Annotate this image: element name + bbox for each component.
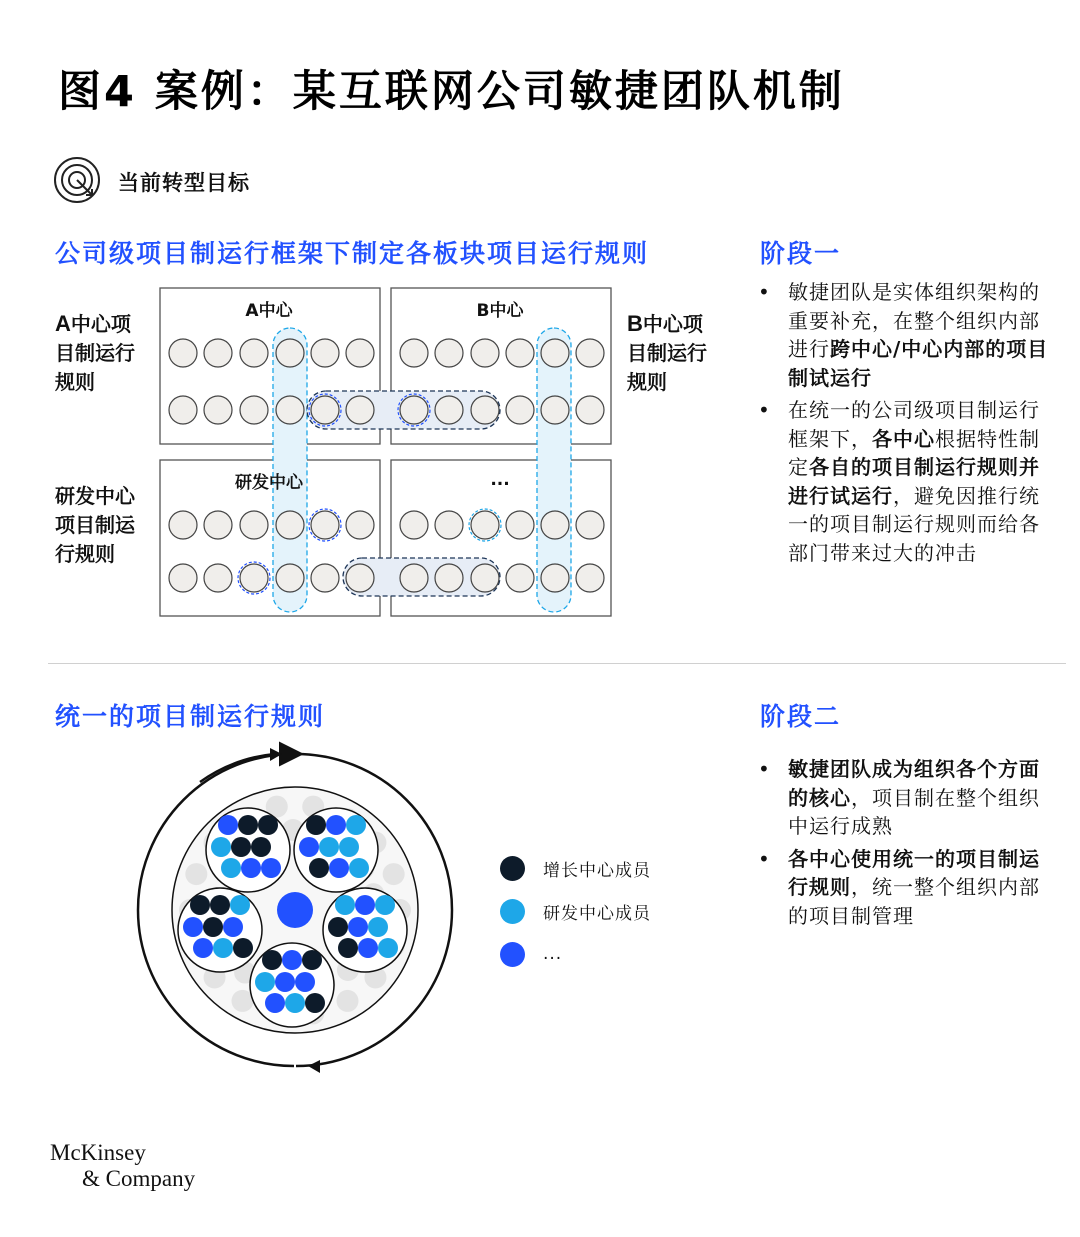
member-circle [400,564,428,592]
team-member-dot [346,815,366,835]
section1-title: 公司级项目制运行框架下制定各板块项目运行规则 [55,239,650,268]
team-member-dot [233,938,253,958]
stage2-bullet-list [758,755,1058,934]
legend [500,854,651,983]
team-member-dot [203,917,223,937]
team-member-dot [295,972,315,992]
legend-label: 研发中心成员 [543,903,651,924]
member-circle [240,339,268,367]
box-label-a-center: A中心 [245,301,293,321]
member-circle [311,396,339,424]
member-circle [346,511,374,539]
stage2-bullet-text: 各中心使用统一的项目制运行规则 [788,846,1040,899]
team-member-dot [285,993,305,1013]
team-member-dot [238,815,258,835]
member-circle [204,396,232,424]
box-label-b-center: B中心 [476,301,524,321]
team-member-dot [231,837,251,857]
legend-item [500,854,651,882]
team-member-dot [255,972,275,992]
team-member-dot [378,938,398,958]
member-circle [576,564,604,592]
stage2-bullet-text: ，统一整个组织内部的项目制管理 [788,875,1040,928]
section2-title: 统一的项目制运行规则 [55,702,326,731]
legend-label: ... [543,944,563,964]
team-member-dot [190,895,210,915]
team-member-dot [241,858,261,878]
member-circle [311,511,339,539]
team-member-dot [282,950,302,970]
team-member-dot [213,938,233,958]
team-member-dot [355,895,375,915]
member-circle [435,339,463,367]
member-circle [204,339,232,367]
label-a-center-rules [55,309,135,397]
legend-dot [500,942,525,967]
member-circle [400,396,428,424]
team-member-dot [339,837,359,857]
member-circle [506,564,534,592]
member-circle [204,564,232,592]
member-circle [506,339,534,367]
team-member-dot [326,815,346,835]
stage2-title: 阶段二 [760,702,842,731]
label-b-center-rules [627,309,707,397]
team-member-dot [261,858,281,878]
stage1-bullet-text: ，避免因推行统一的项目制运行规则而给各部门带来过大的冲击 [788,483,1040,565]
legend-item [500,940,651,968]
page-title: 图4 案例：某互联网公司敏捷团队机制 [58,67,845,117]
cycle-arrowhead [308,1060,320,1073]
member-circle [169,339,197,367]
member-circle [576,511,604,539]
team-member-dot [335,895,355,915]
label-rd-center-rules [55,482,135,569]
member-circle [276,564,304,592]
member-circle [435,511,463,539]
member-circle [541,339,569,367]
member-circle [576,339,604,367]
stage1-bullet-text: 各自的项目制运行规则并进行试运行 [788,455,1040,508]
team-member-dot [338,938,358,958]
team-member-dot [309,858,329,878]
goal-label: 当前转型目标 [118,171,250,195]
box-label-other: ... [490,470,510,490]
background-member [383,863,405,885]
team-member-dot [328,917,348,937]
team-member-dot [375,895,395,915]
member-circle [471,396,499,424]
member-circle [240,511,268,539]
team-member-dot [305,993,325,1013]
member-circle [400,339,428,367]
stage1-bullet-text: 各中心 [872,426,935,451]
team-member-dot [210,895,230,915]
mckinsey-logo [50,1140,195,1192]
stage1-bullet-text: 根据特性制定 [788,426,1040,479]
team-member-dot [329,858,349,878]
stage2-bullet [758,845,1058,931]
background-member [337,990,359,1012]
member-circle [169,396,197,424]
stage1-bullet [758,278,1058,392]
box-label-rd-center: 研发中心 [235,473,303,493]
section-divider [48,663,1066,664]
member-circle [435,396,463,424]
team-member-dot [183,917,203,937]
team-member-dot [348,917,368,937]
team-member-dot [302,950,322,970]
stage1-bullet-text: 跨中心/中心内部的项目制试运行 [788,337,1049,390]
background-member [185,863,207,885]
stage1-title: 阶段一 [760,239,842,268]
member-circle [471,564,499,592]
member-circle [541,396,569,424]
stage1-bullet-text: 敏捷团队是实体组织架构的重要补充，在整个组织内部进行 [788,280,1040,361]
member-circle [240,396,268,424]
unified-cycle-diagram [120,740,470,1085]
member-circle [541,511,569,539]
stage2-bullet-text: 敏捷团队成为组织各个方面的核心 [788,757,1040,810]
team-member-dot [258,815,278,835]
team-member-dot [211,837,231,857]
team-member-dot [193,938,213,958]
legend-label: 增长中心成员 [543,860,651,881]
cycle-arrowhead [270,748,282,761]
member-circle [346,396,374,424]
member-circle [311,564,339,592]
team-grid-diagram [150,280,620,625]
team-member-dot [230,895,250,915]
legend-dot [500,899,525,924]
member-circle [204,511,232,539]
legend-item [500,897,651,925]
team-member-dot [223,917,243,937]
member-circle [311,339,339,367]
member-circle [169,564,197,592]
stage2-bullet [758,755,1058,841]
logo-line2: & Company [82,1166,196,1191]
target-icon [52,155,102,205]
label-a-rest: 中心项目制运行规则 [55,312,135,394]
stage1-bullet-text: 在统一的公司级项目制运行框架下， [788,398,1040,451]
team-member-dot [349,858,369,878]
member-circle [506,396,534,424]
legend-dot [500,856,525,881]
team-member-dot [265,993,285,1013]
team-member-dot [306,815,326,835]
member-circle [471,339,499,367]
member-circle [400,511,428,539]
team-member-dot [251,837,271,857]
member-circle [576,396,604,424]
core-member-dot [277,892,313,928]
member-circle [169,511,197,539]
member-circle [276,396,304,424]
team-member-dot [275,972,295,992]
stage1-bullet [758,396,1058,567]
member-circle [346,339,374,367]
stage1-bullet-list [758,278,1058,571]
member-circle [240,564,268,592]
member-circle [276,511,304,539]
member-circle [506,511,534,539]
team-member-dot [299,837,319,857]
label-b-rest: 中心项目制运行规则 [627,312,707,394]
member-circle [541,564,569,592]
member-circle [435,564,463,592]
team-member-dot [358,938,378,958]
label-rd-rest: 研发中心项目制运行规则 [55,484,135,566]
label-b-lead: B [627,311,643,336]
stage2-bullet-text: ，项目制在整个组织中运行成熟 [788,785,1040,838]
team-member-dot [262,950,282,970]
logo-line1: McKinsey [50,1140,146,1165]
member-circle [346,564,374,592]
team-member-dot [221,858,241,878]
member-circle [471,511,499,539]
team-member-dot [218,815,238,835]
label-a-lead: A [55,311,71,336]
team-member-dot [319,837,339,857]
member-circle [276,339,304,367]
team-member-dot [368,917,388,937]
